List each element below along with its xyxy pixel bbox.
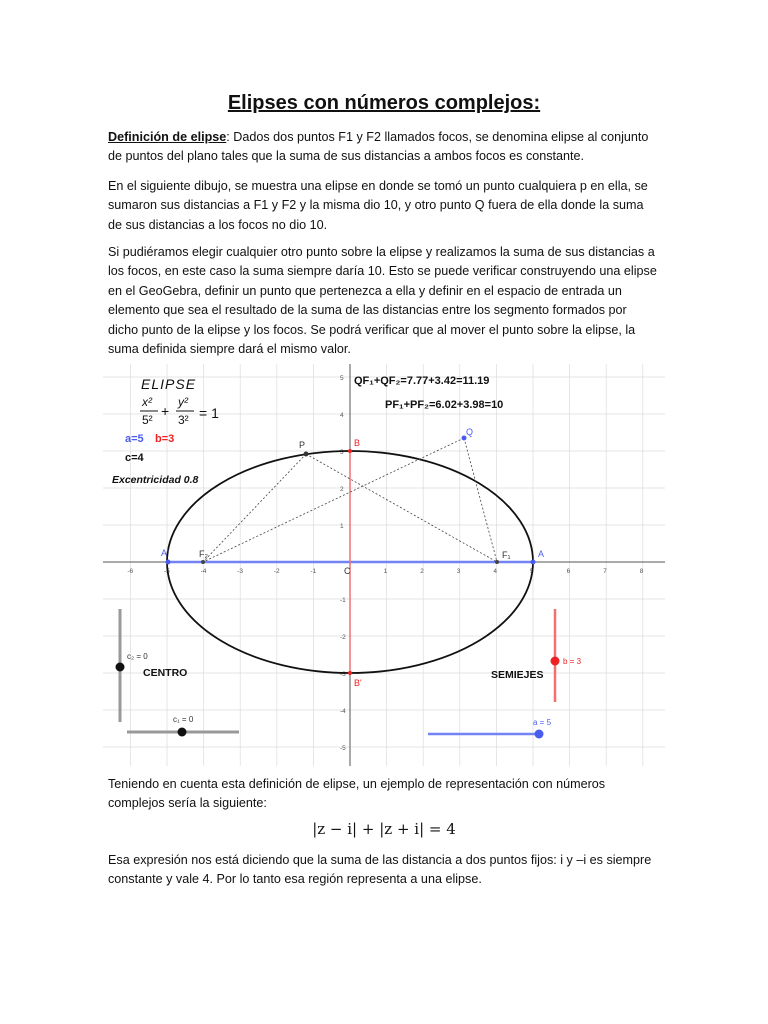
slider-c2-label: c₂ = 0: [127, 652, 148, 661]
y-tick-label: 1: [340, 523, 344, 530]
y-tick-label: 4: [340, 412, 344, 419]
point-p[interactable]: [304, 452, 309, 457]
slider-c1-label: c₁ = 0: [173, 715, 194, 724]
svg-text:5²: 5²: [142, 413, 153, 427]
x-tick-label: 3: [456, 568, 461, 575]
label-a: A: [538, 549, 545, 559]
x-tick-label: -3: [237, 568, 243, 575]
definition-lead: Definición de elipse: [108, 130, 227, 144]
label-c: C: [344, 566, 351, 576]
y-tick-label: -4: [340, 708, 346, 715]
label-b: B: [354, 438, 361, 448]
slider-a-handle[interactable]: [535, 730, 544, 739]
slider-a-label: a = 5: [533, 718, 552, 727]
y-tick-label: 3: [340, 449, 344, 456]
x-tick-label: 8: [639, 568, 644, 575]
point-f2: [201, 560, 205, 564]
ellipse-title: ELIPSE: [141, 376, 197, 392]
a-label: a=5: [125, 433, 144, 445]
point-a-prime: [166, 560, 171, 565]
x-tick-label: 6: [566, 568, 571, 575]
b-label: b=3: [155, 433, 175, 445]
centro-label: CENTRO: [143, 667, 188, 679]
svg-text:= 1: = 1: [199, 405, 219, 421]
label-b-prime: B': [354, 678, 362, 688]
slider-c2-handle[interactable]: [116, 663, 125, 672]
x-tick-label: -4: [200, 568, 207, 575]
paragraph-drawing-explanation: En el siguiente dibujo, se muestra una elipse en donde se tomó un punto cualquiera p en ella, se sumaron sus distancias a F1 y F2 y la misma dio 10, y otro punto Q fuera de ella donde la suma de sus distancias a los focos no dio 10.: [108, 179, 648, 232]
label-f1: F₁: [502, 550, 511, 560]
x-tick-label: 4: [493, 568, 498, 575]
label-a-prime: A': [161, 548, 169, 558]
y-tick-label: -2: [340, 634, 346, 641]
x-tick-label: -5: [164, 568, 170, 575]
geogebra-figure: [103, 364, 665, 766]
svg-text:x²: x²: [142, 395, 152, 409]
y-tick-label: -5: [340, 745, 346, 752]
y-tick-labels: [340, 375, 346, 752]
semiejes-label: SEMIEJES: [491, 669, 544, 681]
definition-paragraph: [108, 128, 660, 167]
point-b-prime: [348, 671, 352, 675]
point-a: [531, 560, 536, 565]
svg-text:+: +: [161, 403, 170, 419]
c-label: c=4: [125, 452, 144, 464]
y-tick-label: -3: [340, 671, 346, 678]
eccentricity-label: Excentricidad 0.8: [112, 474, 199, 486]
x-tick-label: -2: [273, 568, 280, 575]
page-title: Elipses con números complejos:: [227, 92, 541, 114]
label-f2: F₂: [199, 549, 208, 559]
svg-text:3²: 3²: [178, 413, 189, 427]
x-tick-label: 2: [420, 568, 424, 575]
paragraph-complex-example: Teniendo en cuenta esta definición de elipse, un ejemplo de representación con números complejos sería la siguiente:: [108, 777, 606, 811]
definition-text: : Dados dos puntos F1 y F2 llamados focos, se denomina elipse al conjunto de puntos del plano tales que la suma de sus distancias a ambos focos es constante.: [108, 130, 649, 164]
x-tick-label: 1: [383, 568, 388, 575]
slider-b-handle[interactable]: [551, 657, 560, 666]
y-tick-label: 5: [340, 375, 344, 382]
x-tick-label: -6: [127, 568, 134, 575]
point-f1: [495, 560, 499, 564]
x-tick-label: 5: [530, 568, 534, 575]
complex-formula: |z − i| + |z + i| = 4: [312, 820, 456, 838]
qf-sum-label: QF₁+QF₂=7.77+3.42=11.19: [354, 375, 490, 387]
ellipse-equation: [140, 395, 219, 427]
slider-c1-handle[interactable]: [178, 728, 187, 737]
y-tick-label: 2: [340, 486, 344, 493]
y-tick-label: -1: [340, 597, 346, 604]
paragraph-conclusion: Esa expresión nos está diciendo que la suma de las distancia a dos puntos fijos: i y –i es siempre constante y vale 4. Por lo tanto esa región representa a una elipse.: [108, 853, 652, 887]
label-p: P: [299, 440, 306, 450]
slider-b-label: b = 3: [563, 657, 582, 666]
svg-text:y²: y²: [178, 395, 188, 409]
label-q: Q: [466, 427, 474, 437]
pf-sum-label: PF₁+PF₂=6.02+3.98=10: [385, 399, 504, 411]
paragraph-geogebra: Si pudiéramos elegir cualquier otro punto sobre la elipse y realizamos la suma de sus distancias a los focos, en este caso la suma siempre daría 10. Esto se puede verificar construyendo una elipse en el GeoGebra, definir un punto que pertenezca a ella y definir en el espacio de entrada un elemento que sea el resultado de la suma de las distancias entre los segmento formados por dicho punto de la elipse y los focos. Se podrá verificar que al mover el punto sobre la elipse, la suma definida siempre dará el mismo valor.: [108, 245, 657, 357]
ellipse-graph: [103, 364, 665, 766]
x-tick-labels: [127, 568, 643, 575]
point-b: [348, 449, 352, 453]
x-tick-label: 7: [603, 568, 607, 575]
x-tick-label: -1: [310, 568, 317, 575]
